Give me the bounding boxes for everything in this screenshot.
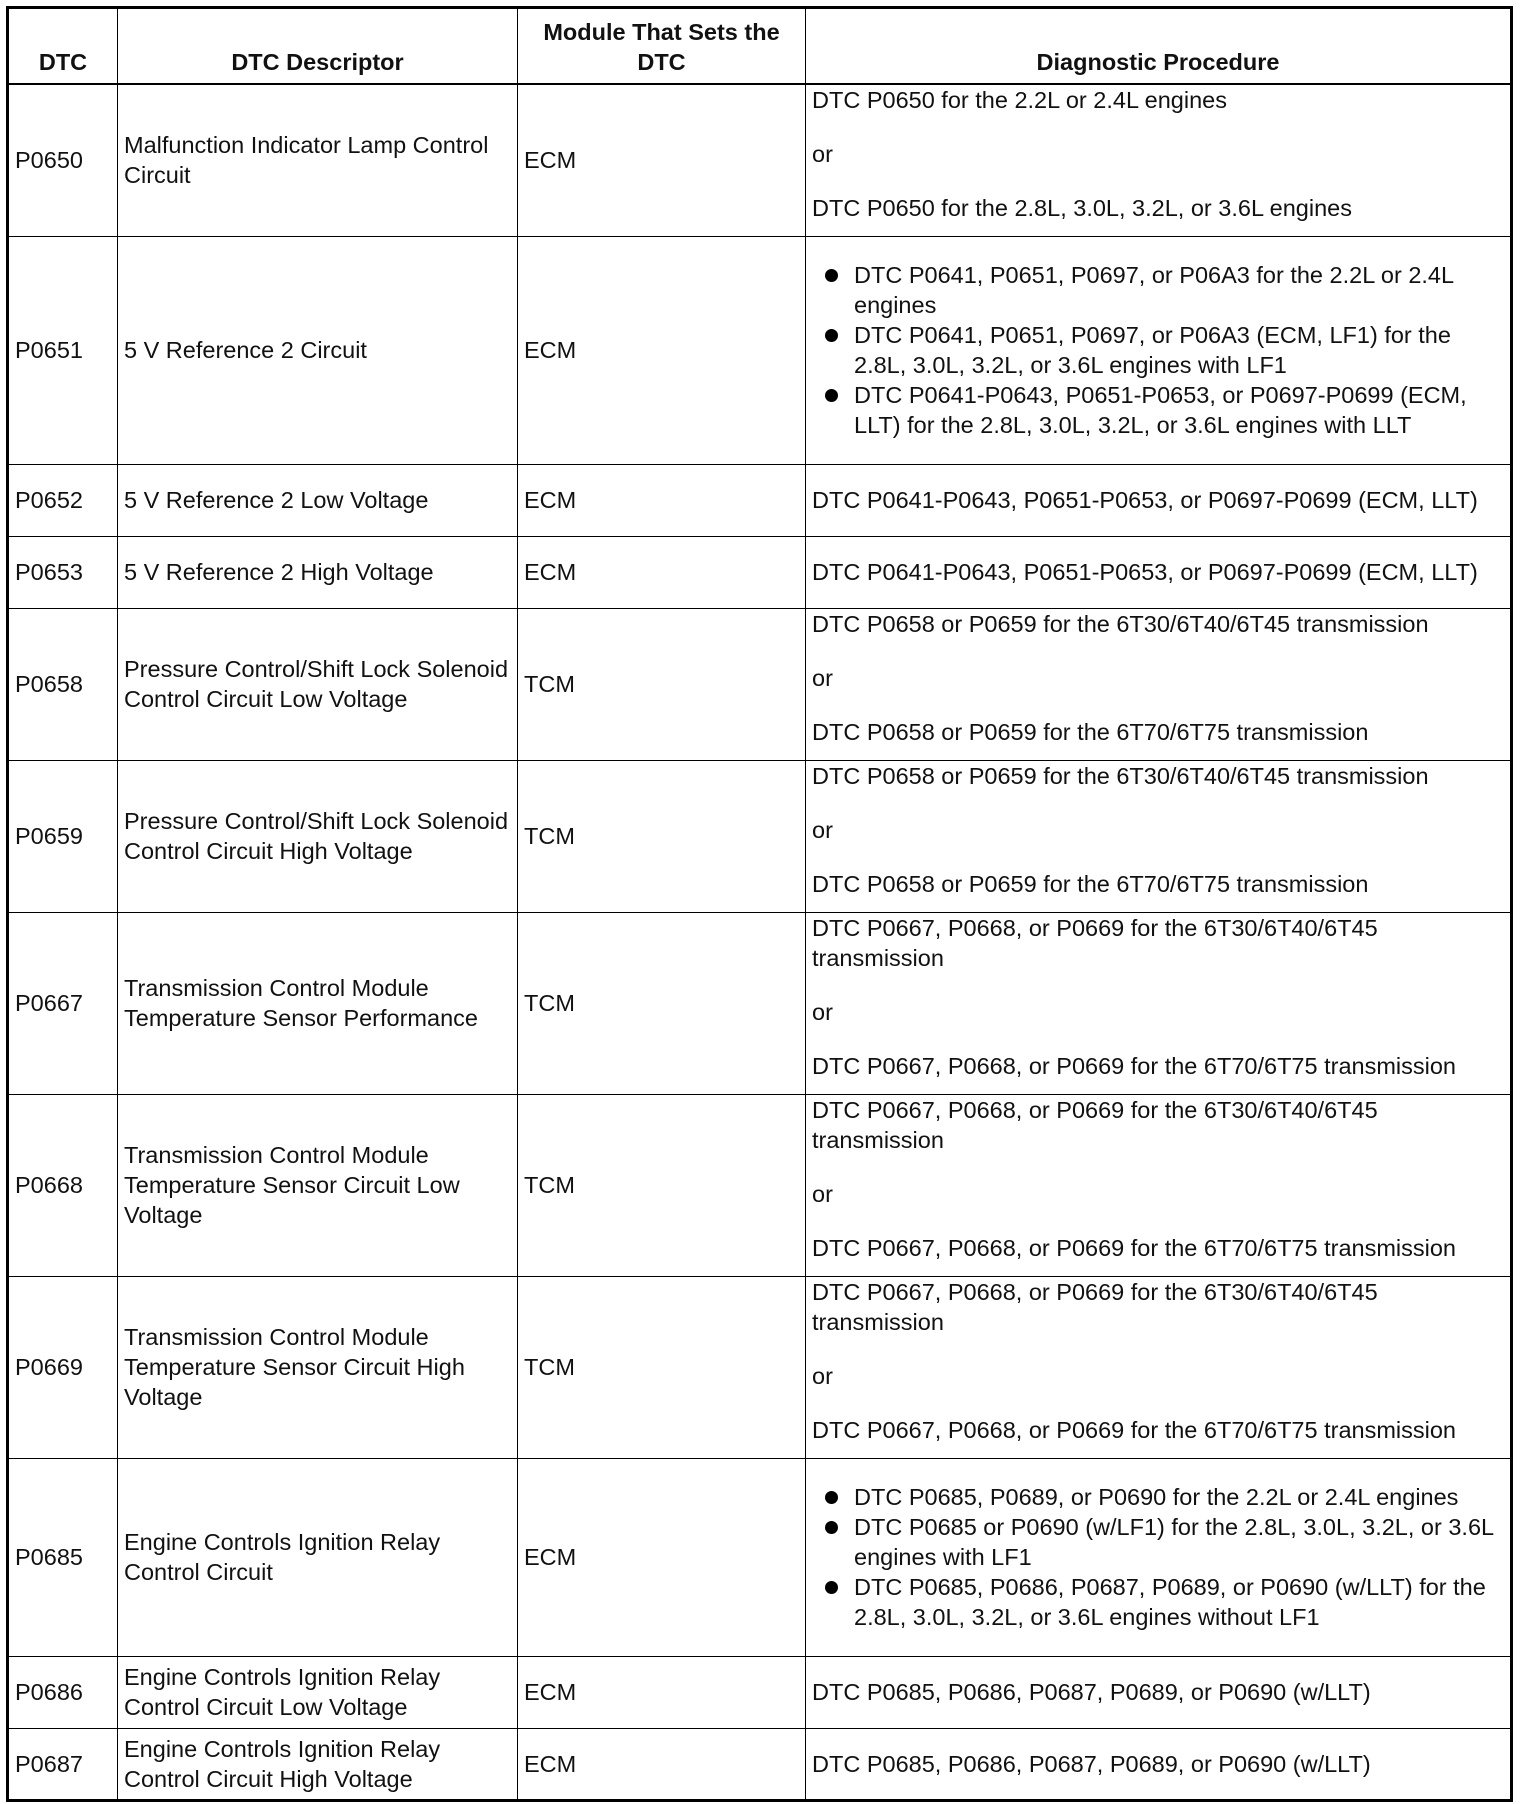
procedure-cell xyxy=(806,536,1512,608)
procedure-link-text[interactable]: DTC P0641-P0643, P0651-P0653, or P0697-P0699 (ECM, LLT) xyxy=(812,487,1478,513)
procedure-link-text[interactable]: DTC P0650 for the 2.2L or 2.4L engines xyxy=(812,87,1227,113)
procedure-bullet-item[interactable]: DTC P0641, P0651, P0697, or P06A3 for the 2.2L or 2.4L engines xyxy=(854,260,1504,320)
procedure-cell xyxy=(806,760,1512,912)
module-cell: ECM xyxy=(518,1728,806,1800)
procedure-cell xyxy=(806,1728,1512,1800)
procedure-or-text: or xyxy=(812,141,833,167)
table-row xyxy=(8,608,1512,760)
procedure-or-text: or xyxy=(812,1362,833,1389)
procedure-or-text: or xyxy=(812,816,833,843)
module-cell: TCM xyxy=(518,608,806,760)
module-cell: ECM xyxy=(518,236,806,464)
procedure-link-text[interactable]: DTC P0658 or P0659 for the 6T30/6T40/6T45 transmission xyxy=(812,762,1429,789)
module-cell: ECM xyxy=(518,464,806,536)
procedure-link-text[interactable]: DTC P0658 or P0659 for the 6T70/6T75 transmission xyxy=(812,870,1369,897)
module-cell: TCM xyxy=(518,1276,806,1458)
procedure-or-text: or xyxy=(812,998,833,1025)
table-row xyxy=(8,1656,1512,1728)
dtc-descriptor-cell: Engine Controls Ignition Relay Control Circuit High Voltage xyxy=(118,1728,518,1800)
header-row xyxy=(8,8,1512,85)
procedure-link-text[interactable]: DTC P0641-P0643, P0651-P0653, or P0697-P0699 (ECM, LLT) xyxy=(812,559,1478,585)
dtc-code-cell: P0652 xyxy=(8,464,118,536)
dtc-descriptor-cell: Engine Controls Ignition Relay Control Circuit xyxy=(118,1458,518,1656)
table-row xyxy=(8,1728,1512,1800)
procedure-cell xyxy=(806,464,1512,536)
header-descriptor: DTC Descriptor xyxy=(118,8,518,85)
header-dtc: DTC xyxy=(8,8,118,85)
procedure-bullet-item[interactable]: DTC P0685, P0686, P0687, P0689, or P0690 (w/LLT) for the 2.8L, 3.0L, 3.2L, or 3.6L engines without LF1 xyxy=(854,1572,1504,1632)
dtc-code-cell: P0653 xyxy=(8,536,118,608)
dtc-code-cell: P0686 xyxy=(8,1656,118,1728)
dtc-code-cell: P0650 xyxy=(8,84,118,236)
procedure-bullet-item[interactable]: DTC P0641, P0651, P0697, or P06A3 (ECM, LF1) for the 2.8L, 3.0L, 3.2L, or 3.6L engines with LF1 xyxy=(854,320,1504,380)
dtc-table xyxy=(6,6,1513,1802)
dtc-descriptor-cell: Transmission Control Module Temperature Sensor Performance xyxy=(118,912,518,1094)
table-row xyxy=(8,236,1512,464)
dtc-descriptor-cell: Engine Controls Ignition Relay Control Circuit Low Voltage xyxy=(118,1656,518,1728)
procedure-link-text[interactable]: DTC P0667, P0668, or P0669 for the 6T30/6T40/6T45 transmission xyxy=(812,1096,1378,1153)
procedure-cell xyxy=(806,1094,1512,1276)
procedure-cell xyxy=(806,912,1512,1094)
dtc-code-cell: P0658 xyxy=(8,608,118,760)
table-row xyxy=(8,760,1512,912)
procedure-cell xyxy=(806,84,1512,236)
table-row xyxy=(8,536,1512,608)
procedure-cell xyxy=(806,1276,1512,1458)
procedure-cell xyxy=(806,1458,1512,1656)
procedure-cell xyxy=(806,236,1512,464)
procedure-link-text[interactable]: DTC P0685, P0686, P0687, P0689, or P0690 (w/LLT) xyxy=(812,1750,1371,1777)
dtc-code-cell: P0659 xyxy=(8,760,118,912)
procedure-bullet-item[interactable]: DTC P0685, P0689, or P0690 for the 2.2L or 2.4L engines xyxy=(854,1482,1504,1512)
dtc-descriptor-cell: Transmission Control Module Temperature Sensor Circuit Low Voltage xyxy=(118,1094,518,1276)
table-row xyxy=(8,912,1512,1094)
procedure-bullet-list xyxy=(812,260,1504,440)
dtc-code-cell: P0687 xyxy=(8,1728,118,1800)
procedure-cell xyxy=(806,608,1512,760)
procedure-link-text[interactable]: DTC P0685, P0686, P0687, P0689, or P0690 (w/LLT) xyxy=(812,1679,1371,1705)
module-cell: ECM xyxy=(518,1656,806,1728)
dtc-descriptor-cell: Pressure Control/Shift Lock Solenoid Control Circuit Low Voltage xyxy=(118,608,518,760)
dtc-descriptor-cell: 5 V Reference 2 High Voltage xyxy=(118,536,518,608)
procedure-bullet-item[interactable]: DTC P0685 or P0690 (w/LF1) for the 2.8L, 3.0L, 3.2L, or 3.6L engines with LF1 xyxy=(854,1512,1504,1572)
table-row xyxy=(8,1458,1512,1656)
header-module: Module That Sets the DTC xyxy=(518,8,806,85)
module-cell: TCM xyxy=(518,1094,806,1276)
procedure-link-text[interactable]: DTC P0658 or P0659 for the 6T70/6T75 transmission xyxy=(812,718,1369,745)
procedure-link-text[interactable]: DTC P0667, P0668, or P0669 for the 6T70/6T75 transmission xyxy=(812,1234,1456,1261)
table-row xyxy=(8,1276,1512,1458)
procedure-cell xyxy=(806,1656,1512,1728)
dtc-descriptor-cell: Transmission Control Module Temperature Sensor Circuit High Voltage xyxy=(118,1276,518,1458)
header-procedure: Diagnostic Procedure xyxy=(806,8,1512,85)
procedure-link-text[interactable]: DTC P0667, P0668, or P0669 for the 6T30/6T40/6T45 transmission xyxy=(812,1278,1378,1335)
procedure-bullet-item[interactable]: DTC P0641-P0643, P0651-P0653, or P0697-P0699 (ECM, LLT) for the 2.8L, 3.0L, 3.2L, or 3.6L engines with LLT xyxy=(854,380,1504,440)
module-cell: ECM xyxy=(518,84,806,236)
dtc-code-cell: P0667 xyxy=(8,912,118,1094)
procedure-link-text[interactable]: DTC P0658 or P0659 for the 6T30/6T40/6T45 transmission xyxy=(812,610,1429,637)
procedure-bullet-list xyxy=(812,1482,1504,1632)
dtc-descriptor-cell: Malfunction Indicator Lamp Control Circuit xyxy=(118,84,518,236)
dtc-code-cell: P0651 xyxy=(8,236,118,464)
dtc-code-cell: P0685 xyxy=(8,1458,118,1656)
procedure-link-text[interactable]: DTC P0650 for the 2.8L, 3.0L, 3.2L, or 3.6L engines xyxy=(812,195,1352,221)
dtc-descriptor-cell: 5 V Reference 2 Circuit xyxy=(118,236,518,464)
procedure-link-text[interactable]: DTC P0667, P0668, or P0669 for the 6T30/6T40/6T45 transmission xyxy=(812,914,1378,971)
procedure-or-text: or xyxy=(812,664,833,691)
table-row xyxy=(8,464,1512,536)
module-cell: ECM xyxy=(518,536,806,608)
procedure-or-text: or xyxy=(812,1180,833,1207)
dtc-code-cell: P0668 xyxy=(8,1094,118,1276)
module-cell: ECM xyxy=(518,1458,806,1656)
dtc-code-cell: P0669 xyxy=(8,1276,118,1458)
dtc-descriptor-cell: Pressure Control/Shift Lock Solenoid Control Circuit High Voltage xyxy=(118,760,518,912)
module-cell: TCM xyxy=(518,760,806,912)
procedure-link-text[interactable]: DTC P0667, P0668, or P0669 for the 6T70/6T75 transmission xyxy=(812,1416,1456,1443)
dtc-descriptor-cell: 5 V Reference 2 Low Voltage xyxy=(118,464,518,536)
table-row xyxy=(8,84,1512,236)
procedure-link-text[interactable]: DTC P0667, P0668, or P0669 for the 6T70/6T75 transmission xyxy=(812,1052,1456,1079)
table-row xyxy=(8,1094,1512,1276)
module-cell: TCM xyxy=(518,912,806,1094)
